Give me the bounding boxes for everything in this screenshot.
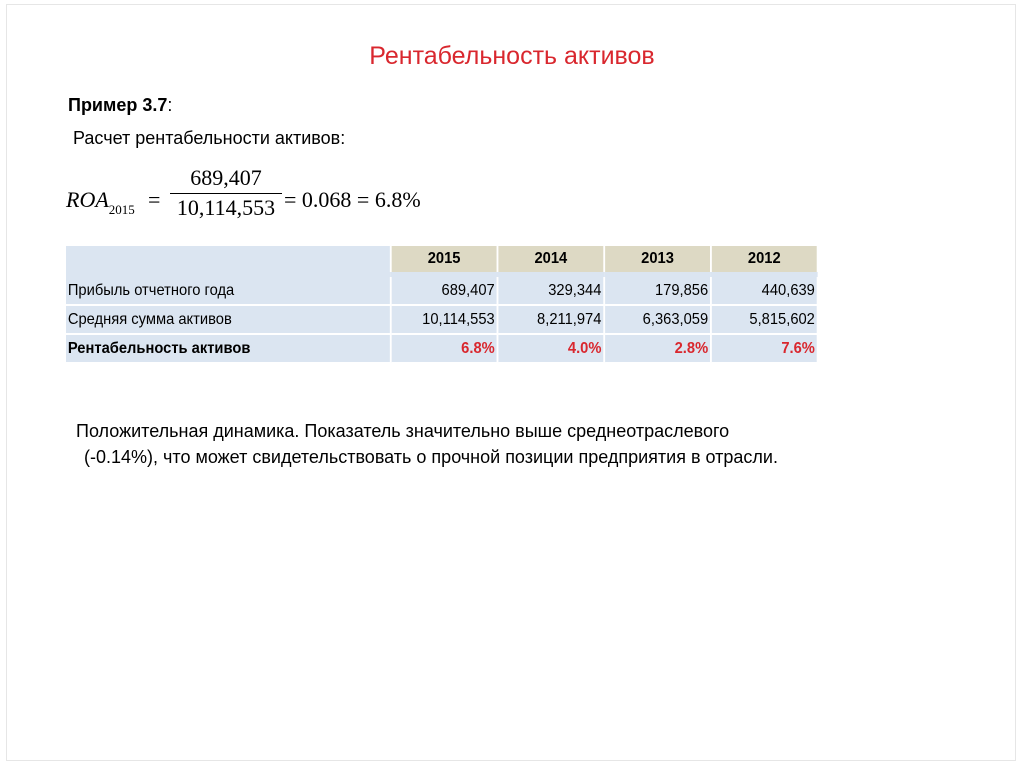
table-cell: 440,639 bbox=[711, 277, 818, 305]
formula-result: = 0.068 = 6.8% bbox=[284, 187, 421, 212]
conclusion-text bbox=[76, 418, 916, 470]
formula-fraction bbox=[170, 165, 282, 221]
conclusion-line-2: (-0.14%), что может свидетельствовать о прочной позиции предприятия в отрасли. bbox=[84, 447, 778, 467]
row-label: Рентабельность активов bbox=[66, 334, 391, 363]
calc-label: Расчет рентабельности активов: bbox=[73, 128, 346, 148]
formula-denominator: 10,114,553 bbox=[176, 195, 276, 220]
row-label: Прибыль отчетного года bbox=[66, 277, 391, 305]
formula-lhs-subscript: 2015 bbox=[108, 202, 135, 218]
table-row bbox=[66, 305, 818, 334]
conclusion-line-1: Положительная динамика. Показатель значительно выше среднеотраслевого bbox=[76, 421, 730, 441]
formula-numerator: 689,407 bbox=[190, 165, 262, 190]
table-header-cell: 2014 bbox=[497, 246, 604, 272]
table-header-cell: 2012 bbox=[711, 246, 818, 272]
formula-lhs: $ROA_{2015}$ bbox=[66, 187, 135, 218]
example-colon: : bbox=[167, 95, 173, 115]
example-label bbox=[68, 95, 172, 116]
example-number: Пример 3.7 bbox=[68, 95, 168, 115]
table-cell: 7.6% bbox=[711, 334, 818, 363]
table-cell: 6,363,059 bbox=[604, 305, 711, 334]
table-header-cell: 2015 bbox=[391, 246, 498, 272]
fraction-bar bbox=[170, 193, 282, 194]
roa-table bbox=[66, 246, 819, 364]
table-cell: 689,407 bbox=[391, 277, 498, 305]
slide-title: Рентабельность активов bbox=[369, 42, 655, 70]
table-cell: 6.8% bbox=[391, 334, 498, 363]
slide-frame bbox=[6, 4, 1016, 761]
table-cell: 179,856 bbox=[604, 277, 711, 305]
formula-equals: = bbox=[148, 187, 161, 212]
table-header-cell: 2013 bbox=[604, 246, 711, 272]
table-cell: 2.8% bbox=[604, 334, 711, 363]
table-cell: 8,211,974 bbox=[497, 305, 604, 334]
table-row-total bbox=[66, 334, 818, 363]
table-header-row bbox=[66, 246, 818, 272]
table-header-cell bbox=[66, 246, 391, 272]
table-cell: 10,114,553 bbox=[391, 305, 498, 334]
table-cell: 329,344 bbox=[497, 277, 604, 305]
table-cell: 4.0% bbox=[497, 334, 604, 363]
table-cell: 5,815,602 bbox=[711, 305, 818, 334]
table-row bbox=[66, 277, 818, 305]
row-label: Средняя сумма активов bbox=[66, 305, 391, 334]
